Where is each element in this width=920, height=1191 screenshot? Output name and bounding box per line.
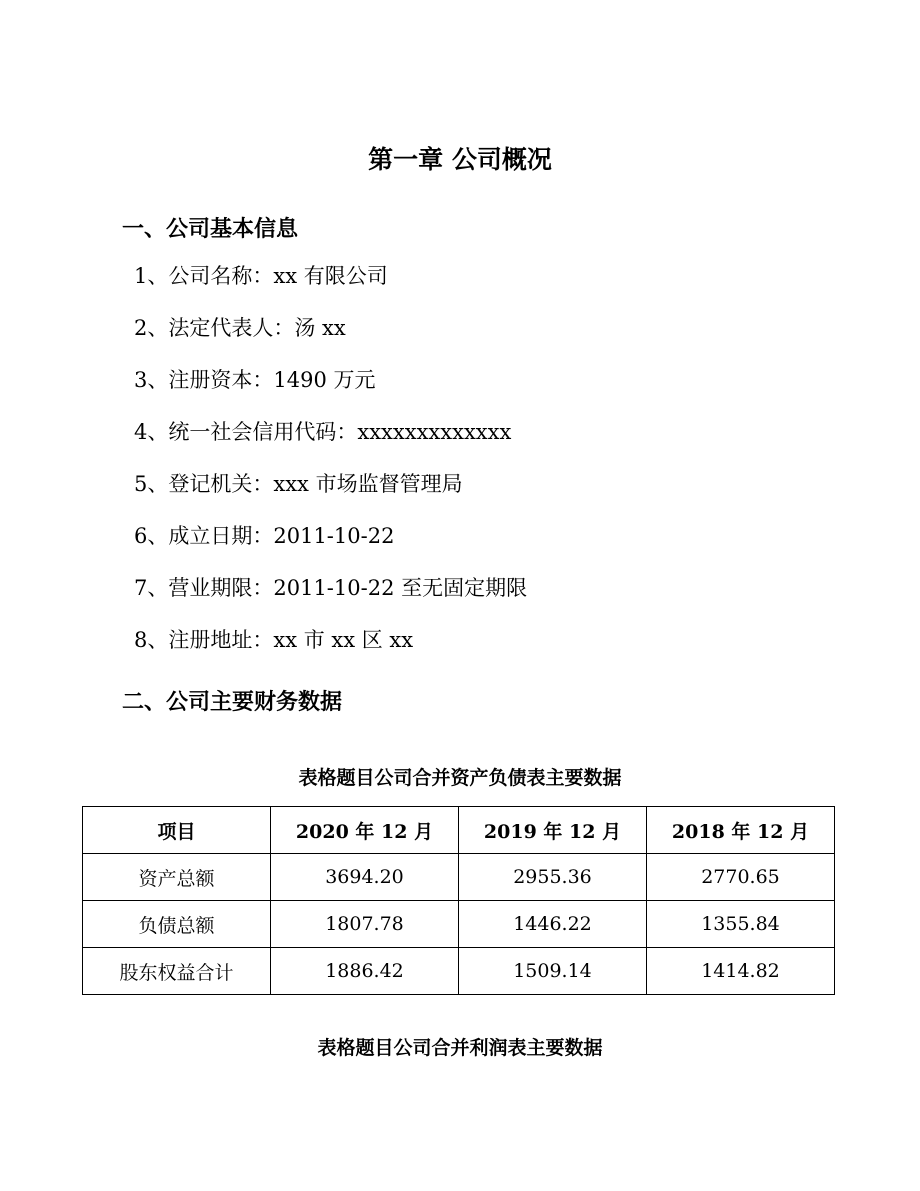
table-cell: 3694.20 xyxy=(271,854,459,901)
header-2019: 2019 年 12 月 xyxy=(459,807,647,854)
section-heading-financial-data: 二、公司主要财务数据 xyxy=(122,689,343,715)
header-2020: 2020 年 12 月 xyxy=(271,807,459,854)
info-established-date: 6、成立日期：2011-10-22 xyxy=(134,524,395,548)
info-legal-representative: 2、法定代表人：汤 xx xyxy=(134,316,346,340)
table-cell: 2770.65 xyxy=(647,854,835,901)
table-cell: 1446.22 xyxy=(459,901,647,948)
row-label: 负债总额 xyxy=(83,901,271,948)
table-cell: 2955.36 xyxy=(459,854,647,901)
table-cell: 1414.82 xyxy=(647,948,835,995)
row-label: 资产总额 xyxy=(83,854,271,901)
table-row xyxy=(83,901,835,948)
balance-sheet-table xyxy=(82,806,835,995)
header-item: 项目 xyxy=(83,807,271,854)
table-cell: 1355.84 xyxy=(647,901,835,948)
header-2018: 2018 年 12 月 xyxy=(647,807,835,854)
table-row xyxy=(83,948,835,995)
table-cell: 1886.42 xyxy=(271,948,459,995)
info-company-name: 1、公司名称：xx 有限公司 xyxy=(134,264,388,288)
income-table-caption: 表格题目公司合并利润表主要数据 xyxy=(317,1037,603,1059)
info-registered-capital: 3、注册资本：1490 万元 xyxy=(134,368,376,392)
chapter-title: 第一章 公司概况 xyxy=(368,145,552,174)
section-heading-basic-info: 一、公司基本信息 xyxy=(122,216,299,242)
table-header-row xyxy=(83,807,835,854)
info-credit-code: 4、统一社会信用代码：xxxxxxxxxxxxx xyxy=(134,420,512,444)
balance-table-caption: 表格题目公司合并资产负债表主要数据 xyxy=(298,767,622,789)
info-business-term: 7、营业期限：2011-10-22 至无固定期限 xyxy=(134,576,528,600)
table-row xyxy=(83,854,835,901)
info-registered-address: 8、注册地址：xx 市 xx 区 xx xyxy=(134,628,414,652)
table-cell: 1807.78 xyxy=(271,901,459,948)
info-registration-authority: 5、登记机关：xxx 市场监督管理局 xyxy=(134,472,463,496)
table-cell: 1509.14 xyxy=(459,948,647,995)
row-label: 股东权益合计 xyxy=(83,948,271,995)
